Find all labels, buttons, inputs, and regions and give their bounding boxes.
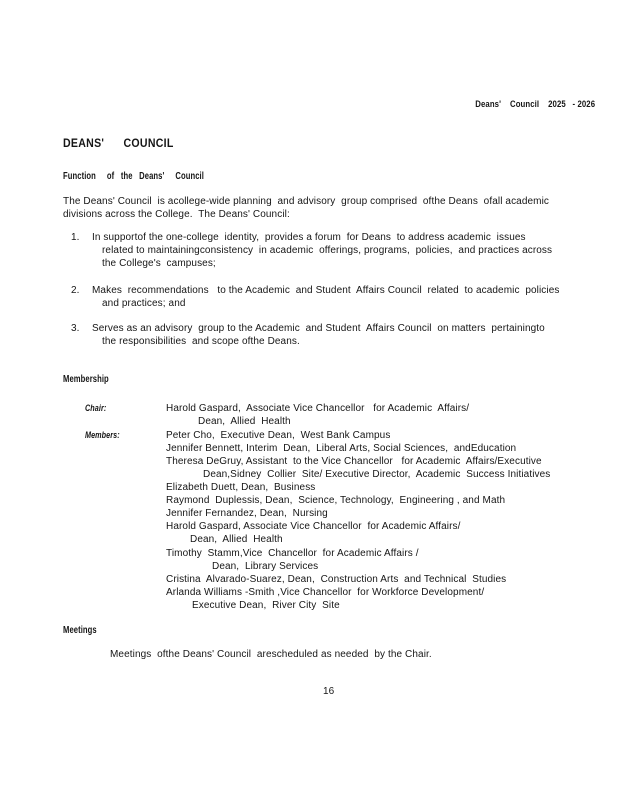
page-number: 16 [323, 686, 335, 697]
running-header-date: Deans' Council 2025 - 2026 [475, 99, 595, 110]
page-title: DEANS' COUNCIL [63, 138, 174, 150]
list-item-line: Serves as an advisory group to the Academic and Student Affairs Council on matters pertainingto [92, 323, 545, 334]
member-line: Theresa DeGruy, Assistant to the Vice Chancellor for Academic Affairs/Executive [166, 456, 542, 467]
member-line: Jennifer Fernandez, Dean, Nursing [166, 508, 328, 519]
members-label: Members: [85, 430, 120, 441]
meetings-section-heading: Meetings [63, 625, 97, 636]
list-item-line: and practices; and [102, 298, 186, 309]
member-line: Peter Cho, Executive Dean, West Bank Campus [166, 430, 391, 441]
meetings-body: Meetings ofthe Deans' Council arescheduled as needed by the Chair. [110, 649, 432, 660]
member-line-continuation: Dean, Library Services [212, 561, 319, 572]
member-line: Jennifer Bennett, Interim Dean, Liberal Arts, Social Sciences, andEducation [166, 443, 517, 454]
intro-paragraph-line: The Deans' Council is acollege-wide planning and advisory group comprised ofthe Deans ofall academic [63, 196, 550, 207]
member-line-continuation: Dean, Allied Health [190, 534, 283, 545]
member-line: Elizabeth Duett, Dean, Business [166, 482, 316, 493]
list-item-line: the College's campuses; [102, 258, 216, 269]
intro-paragraph-line: divisions across the College. The Deans' Council: [63, 209, 290, 220]
member-line: Cristina Alvarado-Suarez, Dean, Construction Arts and Technical Studies [166, 574, 507, 585]
member-line-continuation: Executive Dean, River City Site [192, 600, 340, 611]
member-line: Raymond Duplessis, Dean, Science, Technology, Engineering , and Math [166, 495, 506, 506]
list-item-number: 2. [71, 285, 80, 296]
member-line: Timothy Stamm,Vice Chancellor for Academic Affairs / [166, 548, 419, 559]
list-item-number: 1. [71, 232, 80, 243]
function-section-heading: Function of the Deans' Council [63, 171, 204, 182]
chair-label: Chair: [85, 403, 107, 414]
member-line-continuation: Dean,Sidney Collier Site/ Executive Director, Academic Success Initiatives [203, 469, 551, 480]
list-item-line: In supportof the one-college identity, provides a forum for Deans to address academic issues [92, 232, 526, 243]
list-item-number: 3. [71, 323, 80, 334]
member-line: Arlanda Williams -Smith ,Vice Chancellor for Workforce Development/ [166, 587, 485, 598]
chair-line: Dean, Allied Health [198, 416, 291, 427]
chair-line: Harold Gaspard, Associate Vice Chancellor for Academic Affairs/ [166, 403, 470, 414]
member-line: Harold Gaspard, Associate Vice Chancellor for Academic Affairs/ [166, 521, 461, 532]
list-item-line: the responsibilities and scope ofthe Deans. [102, 336, 300, 347]
membership-section-heading: Membership [63, 374, 109, 385]
list-item-line: related to maintainingconsistency in academic offerings, programs, policies, and practices across [102, 245, 553, 256]
list-item-line: Makes recommendations to the Academic and Student Affairs Council related to academic policies [92, 285, 560, 296]
